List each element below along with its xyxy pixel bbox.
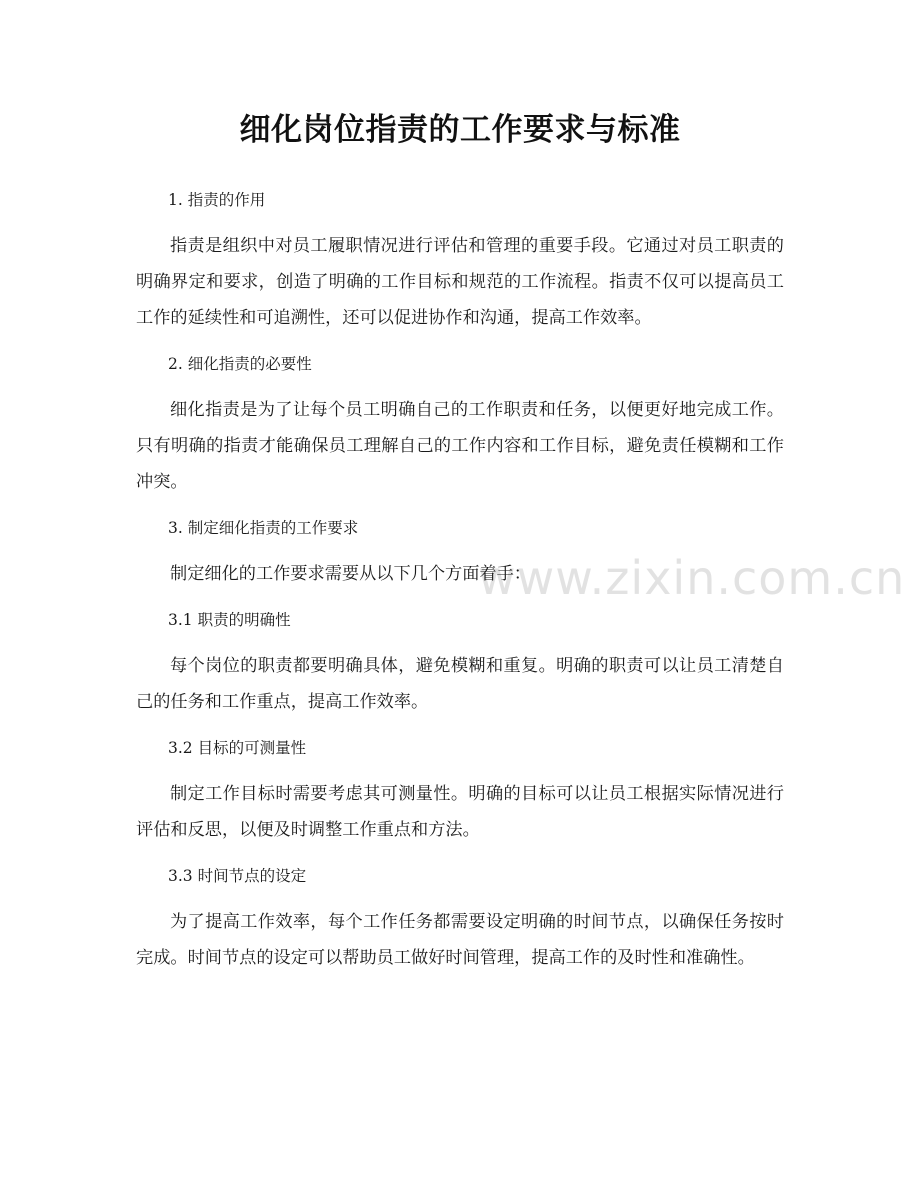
section-paragraph-1: 指责是组织中对员工履职情况进行评估和管理的重要手段。它通过对员工职责的明确界定和要求，创造了明确的工作目标和规范的工作流程。指责不仅可以提高员工工作的延续性和可追溯性，还可以促进协作和沟通，提高工作效率。 (136, 236, 784, 328)
document-body (136, 182, 784, 976)
section-heading-3-2: 3.2 目标的可测量性 (168, 739, 307, 757)
section-heading-3-3: 3.3 时间节点的设定 (168, 867, 307, 885)
section-paragraph-3: 制定细化的工作要求需要从以下几个方面着手： (170, 564, 531, 584)
section-heading-3: 3. 制定细化指责的工作要求 (168, 519, 359, 537)
section-heading-1: 1. 指责的作用 (168, 191, 266, 209)
watermark: www.zixin.com.cn (478, 551, 906, 605)
section-heading-3-1: 3.1 职责的明确性 (168, 611, 291, 629)
section-heading-2: 2. 细化指责的必要性 (168, 355, 312, 373)
section-paragraph-2: 细化指责是为了让每个员工明确自己的工作职责和任务，以便更好地完成工作。只有明确的指责才能确保员工理解自己的工作内容和工作目标，避免责任模糊和工作冲突。 (136, 400, 784, 492)
section-paragraph-3-2: 制定工作目标时需要考虑其可测量性。明确的目标可以让员工根据实际情况进行评估和反思，以便及时调整工作重点和方法。 (136, 784, 784, 840)
section-paragraph-3-1: 每个岗位的职责都要明确具体，避免模糊和重复。明确的职责可以让员工清楚自己的任务和工作重点，提高工作效率。 (136, 656, 784, 712)
section-paragraph-3-3: 为了提高工作效率，每个工作任务都需要设定明确的时间节点，以确保任务按时完成。时间节点的设定可以帮助员工做好时间管理，提高工作的及时性和准确性。 (136, 912, 784, 968)
page-title: 细化岗位指责的工作要求与标准 (239, 112, 681, 148)
